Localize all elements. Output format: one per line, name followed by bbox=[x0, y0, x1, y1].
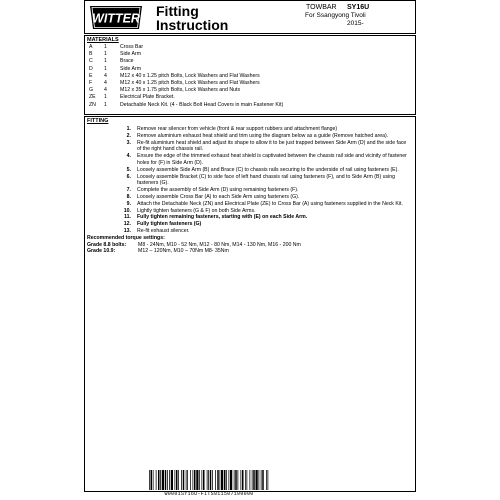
barcode-bar bbox=[245, 470, 246, 490]
barcode-bar bbox=[181, 470, 182, 490]
step-number: 7. bbox=[126, 187, 131, 194]
barcode-bar bbox=[252, 470, 253, 490]
step-text: Fully tighten remaining fasteners, starting with (E) on each Side Arm. bbox=[137, 214, 308, 221]
material-desc: Brace bbox=[120, 58, 134, 65]
step-number: 9. bbox=[126, 200, 131, 207]
barcode-bar bbox=[162, 470, 164, 490]
step-number: 13. bbox=[123, 228, 131, 234]
material-desc: Electrical Plate Bracket. bbox=[120, 94, 175, 101]
barcode-bar bbox=[235, 470, 237, 490]
barcode-bar bbox=[259, 470, 260, 490]
step-text: Remove rear silencer from vehicle (front & rear support rubbers and attachment flange) bbox=[137, 126, 338, 132]
instruction-sheet bbox=[84, 0, 416, 500]
towbar-label: TOWBAR bbox=[306, 4, 337, 11]
material-qty: 1 bbox=[104, 101, 107, 108]
material-desc: Detachable Neck Kit. (4 - Black Bolt Head Covers in main Fastener Kit) bbox=[120, 101, 284, 108]
barcode-bar bbox=[268, 470, 269, 490]
step-text: Complete the assembly of Side Arm (D) using remaining fasteners (F). bbox=[137, 187, 299, 194]
barcode bbox=[148, 470, 270, 490]
material-letter: E bbox=[89, 72, 93, 79]
barcode-bar bbox=[207, 470, 208, 490]
barcode-bar bbox=[186, 470, 187, 490]
step-text: Re-fit exhaust silencer. bbox=[137, 228, 190, 234]
vehicle-model: For Ssangyong Tivoli bbox=[305, 12, 366, 19]
material-qty: 4 bbox=[104, 72, 107, 79]
barcode-bar bbox=[203, 470, 205, 490]
step-text: Re-fit aluminium heat shield and adjust its shape to allow it to be just trapped between Side Arm (D) and the side face bbox=[137, 139, 407, 146]
material-letter: C bbox=[89, 58, 93, 65]
step-number: 8. bbox=[126, 194, 131, 200]
barcode-bar bbox=[178, 470, 179, 490]
barcode-bar bbox=[256, 470, 258, 490]
material-desc: M12 x 35 x 1.75 pitch Bolts, Lock Washers and Nuts bbox=[120, 87, 241, 94]
barcode-bar bbox=[230, 470, 232, 490]
barcode-bar bbox=[215, 470, 216, 490]
material-qty: 1 bbox=[104, 58, 107, 65]
barcode-bar bbox=[241, 470, 242, 490]
step-number: 2. bbox=[126, 132, 131, 139]
fitting-heading: FITTING bbox=[87, 118, 109, 124]
barcode-bar bbox=[224, 470, 226, 490]
barcode-bar bbox=[247, 470, 248, 490]
torque-heading-text: Recommended torque settings: bbox=[87, 234, 165, 241]
materials-section bbox=[84, 35, 416, 115]
step-text: Remove aluminium exhaust heat shield and trim using the diagram below as a guide (Remove hatched area). bbox=[137, 132, 389, 139]
barcode-bar bbox=[196, 470, 198, 490]
barcode-bar bbox=[221, 470, 223, 490]
material-qty: 1 bbox=[104, 44, 107, 50]
material-desc: M12 x 40 x 1.25 pitch Bolts, Lock Washers and Flat Washers bbox=[120, 80, 260, 86]
step-text: Ensure the edge of the trimmed exhaust heat shield is captivated between the chassis rail side and vicinity of fastener bbox=[137, 153, 407, 160]
barcode-bar bbox=[175, 470, 176, 490]
barcode-bar bbox=[153, 470, 154, 490]
barcode-bar bbox=[165, 470, 167, 490]
barcode-bar bbox=[160, 470, 161, 490]
torque-grade: Grade 10.9: bbox=[87, 248, 116, 255]
materials-heading: MATERIALS bbox=[87, 37, 119, 43]
barcode-bar bbox=[167, 470, 168, 490]
step-text: Attach the Detachable Neck (ZN) and Electrical Plate (ZE) to Cross Bar (A) using fasteners supplied in the Neck Kit. bbox=[137, 200, 403, 207]
witter-logo bbox=[88, 5, 144, 30]
material-desc: Cross Bar bbox=[120, 44, 144, 50]
step-text: Loosely assemble Bracket (C) to side face of left hand chassis rail using fasteners (F), and to Side Arm (B) using bbox=[137, 173, 396, 180]
step-number: 4. bbox=[126, 153, 131, 160]
barcode-bar bbox=[238, 470, 239, 490]
barcode-bar bbox=[171, 470, 173, 490]
step-text: Lightly tighten fasteners (G & F) on both Side Arms. bbox=[137, 207, 256, 214]
material-letter: B bbox=[89, 51, 93, 58]
material-letter: F bbox=[89, 80, 93, 86]
step-number: 12. bbox=[123, 221, 131, 228]
product-code: SY16U bbox=[347, 4, 370, 11]
barcode-bar bbox=[149, 470, 150, 490]
barcode-bar bbox=[266, 470, 267, 490]
svg-text:WITTER: WITTER bbox=[92, 11, 140, 26]
barcode-bar bbox=[212, 470, 213, 490]
torque-values: M8 - 24Nm, M10 - 52 Nm, M12 - 80 Nm, M14 - 130 Nm, M16 - 200 Nm bbox=[138, 241, 301, 248]
barcode-bar bbox=[210, 470, 212, 490]
material-letter: D bbox=[89, 65, 93, 72]
barcode-bar bbox=[194, 470, 196, 490]
barcode-bar bbox=[220, 470, 221, 490]
model-year: 2015- bbox=[347, 20, 364, 27]
title-line-1: Fitting bbox=[156, 3, 199, 19]
barcode-bar bbox=[151, 470, 153, 490]
barcode-bar bbox=[193, 470, 194, 490]
barcode-number: W0001SY16U-FITS011507100000 bbox=[164, 491, 254, 497]
step-text: Fully tighten fasteners (G) bbox=[137, 221, 202, 228]
barcode-bar bbox=[187, 470, 188, 490]
title-line-2: Instruction bbox=[156, 17, 229, 33]
material-qty: 1 bbox=[104, 65, 107, 72]
material-letter: A bbox=[89, 44, 93, 50]
barcode-bar bbox=[217, 470, 219, 490]
barcode-bar bbox=[156, 470, 157, 490]
step-text: holes for (F) in Side Arm (D). bbox=[137, 160, 204, 166]
material-desc: Side Arm bbox=[120, 65, 142, 72]
step-number: 3. bbox=[126, 139, 131, 146]
step-number: 1. bbox=[126, 126, 131, 132]
step-text: Loosely assemble Cross Bar (A) to each Side Arm using fasteners (G). bbox=[137, 194, 300, 200]
step-number: 11. bbox=[124, 214, 131, 221]
material-letter: ZE bbox=[89, 94, 96, 101]
barcode-bar bbox=[226, 470, 227, 490]
torque-grade: Grade 8.8 bolts: bbox=[87, 241, 127, 248]
page-title bbox=[156, 4, 228, 32]
barcode-bar bbox=[242, 470, 244, 490]
barcode-bar bbox=[253, 470, 255, 490]
material-desc: Side Arm bbox=[120, 51, 142, 58]
step-number: 10. bbox=[123, 207, 131, 214]
barcode-bar bbox=[234, 470, 235, 490]
material-qty: 4 bbox=[104, 87, 107, 94]
material-qty: 1 bbox=[104, 94, 107, 101]
header-box bbox=[84, 0, 416, 34]
torque-values: M12 – 120Nm, M10 – 70Nm M8- 35Nm bbox=[138, 248, 229, 255]
barcode-bar bbox=[262, 470, 264, 490]
barcode-bar bbox=[208, 470, 209, 490]
barcode-bar bbox=[169, 470, 170, 490]
barcode-bar bbox=[261, 470, 262, 490]
step-text: of the right hand chassis rail. bbox=[137, 146, 204, 153]
barcode-bar bbox=[202, 470, 203, 490]
barcode-bar bbox=[199, 470, 200, 490]
material-letter: ZN bbox=[89, 101, 96, 108]
barcode-bar bbox=[190, 470, 191, 490]
step-text: Loosely assemble Side Arm (B) and Brace (C) to chassis rails securing to the underside of rail using fasteners (E). bbox=[137, 166, 399, 173]
step-number: 5. bbox=[126, 166, 131, 173]
step-text: fasteners (G). bbox=[137, 180, 169, 187]
barcode-bar bbox=[176, 470, 178, 490]
barcode-bar bbox=[250, 470, 251, 490]
barcode-bar bbox=[229, 470, 230, 490]
material-desc: M12 x 40 x 1.25 pitch Bolts, Lock Washers and Flat Washers bbox=[120, 72, 260, 79]
barcode-bar bbox=[158, 470, 160, 490]
barcode-bar bbox=[183, 470, 185, 490]
material-qty: 1 bbox=[104, 51, 107, 58]
fitting-section bbox=[84, 116, 416, 492]
material-letter: G bbox=[89, 87, 94, 94]
material-qty: 4 bbox=[104, 80, 107, 86]
step-number: 6. bbox=[126, 173, 131, 180]
